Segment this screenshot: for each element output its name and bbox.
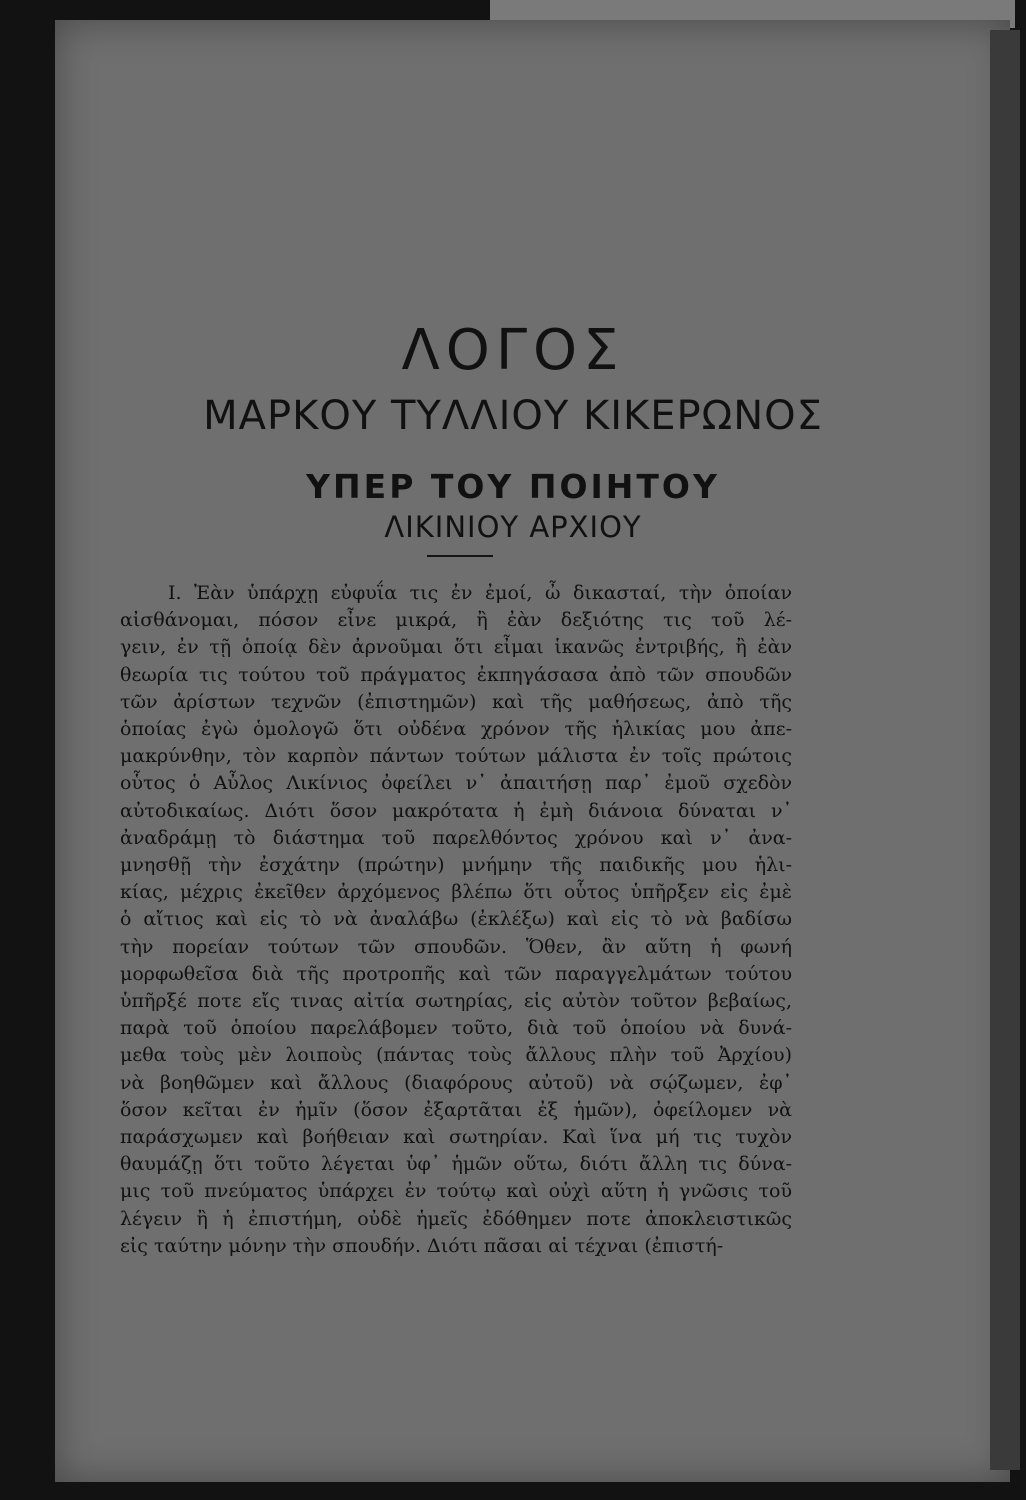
body-line: αἰσθάνομαι, πόσον εἶνε μικρά, ἢ ἐὰν δεξιότης τις τοῦ λέ-	[120, 609, 792, 632]
title-logos: ΛΟΓΟΣ	[401, 318, 625, 383]
body-line: ἀναδράμῃ τὸ διάστημα τοῦ παρελθόντος χρόνου καὶ ν᾽ ἀνα-	[120, 826, 792, 849]
body-line: μεθα τοὺς μὲν λοιποὺς (πάντας τοὺς ἄλλους πλὴν τοῦ Ἀρχίου)	[120, 1044, 792, 1067]
body-line: λέγειν ἢ ἡ ἐπιστήμη, οὐδὲ ἡμεῖς ἐδόθημεν ποτε ἀποκλειστικῶς	[120, 1207, 792, 1230]
body-line: ὁποίας ἐγὼ ὁμολογῶ ὅτι οὐδένα χρόνον τῆς ἡλικίας μου ἀπε-	[120, 718, 792, 741]
body-line: ὁ αἴτιος καὶ εἰς τὸ νὰ ἀναλάβω (ἐκλέξω) καὶ εἰς τὸ νὰ βαδίσω	[120, 908, 792, 931]
body-line: παρὰ τοῦ ὁποίου παρελάβομεν τοῦτο, διὰ τοῦ ὁποίου νὰ δυνά-	[120, 1017, 792, 1040]
body-line: τῶν ἀρίστων τεχνῶν (ἐπιστημῶν) καὶ τῆς μαθήσεως, ἀπὸ τῆς	[120, 690, 792, 713]
body-line: νὰ βοηθῶμεν καὶ ἄλλους (διαφόρους αὐτοῦ) νὰ σῴζωμεν, ἐφ᾽	[120, 1071, 792, 1094]
body-line: θαυμάζῃ ὅτι τοῦτο λέγεται ὑφ᾽ ἡμῶν οὕτω, διότι ἄλλη τις δύνα-	[120, 1153, 792, 1176]
body-paragraph	[120, 580, 792, 1260]
body-line: θεωρία τις τούτου τοῦ πράγματος ἐκπηγάσασα ἀπὸ τῶν σπουδῶν	[120, 663, 792, 686]
body-line: τὴν πορείαν τούτων τῶν σπουδῶν. Ὅθεν, ἂν αὕτη ἡ φωνή	[120, 935, 792, 958]
title-rule	[427, 555, 493, 557]
body-line: μις τοῦ πνεύματος ὑπάρχει ἐν τούτῳ καὶ οὐχὶ αὕτη ἡ γνῶσις τοῦ	[120, 1180, 792, 1203]
body-line: αὐτοδικαίως. Διότι ὅσον μακρότατα ἡ ἐμὴ διάνοια δύναται ν᾽	[120, 799, 792, 822]
body-line: εἰς ταύτην μόνην τὴν σπουδήν. Διότι πᾶσαι αἱ τέχναι (ἐπιστή-	[120, 1234, 724, 1257]
title-subject: ΥΠΕΡ ΤΟΥ ΠΟΙΗΤΟΥ	[306, 467, 720, 506]
body-line: ὑπῆρξέ ποτε εἴς τινας αἰτία σωτηρίας, εἰς αὐτὸν τοῦτον βεβαίως,	[120, 990, 792, 1013]
body-line: μνησθῇ τὴν ἐσχάτην (πρώτην) μνήμην τῆς παιδικῆς μου ἡλι-	[120, 854, 792, 877]
body-line: μορφωθεῖσα διὰ τῆς προτροπῆς καὶ τῶν παραγγελμάτων τούτου	[120, 962, 792, 985]
title-name: ΛΙΚΙΝΙΟΥ ΑΡΧΙΟΥ	[384, 510, 642, 544]
body-line: γειν, ἐν τῇ ὁποίᾳ δὲν ἀρνοῦμαι ὅτι εἶμαι ἱκανῶς ἐντριβής, ἢ ἐὰν	[120, 636, 792, 659]
title-author: ΜΑΡΚΟΥ ΤΥΛΛΙΟΥ ΚΙΚΕΡΩΝΟΣ	[203, 393, 823, 439]
body-line: ὅσον κεῖται ἐν ἡμῖν (ὅσον ἐξαρτᾶται ἐξ ἡμῶν), ὀφείλομεν νὰ	[120, 1098, 792, 1121]
page-right-edge	[990, 30, 1020, 1470]
body-line: Ι. Ἐὰν ὑπάρχῃ εὐφυΐα τις ἐν ἐμοί, ὦ δικασταί, τὴν ὁποίαν	[168, 582, 792, 604]
body-line: οὗτος ὁ Αὖλος Λικίνιος ὀφείλει ν᾽ ἀπαιτήσῃ παρ᾽ ἐμοῦ σχεδὸν	[120, 772, 792, 795]
body-line: κίας, μέχρις ἐκεῖθεν ἀρχόμενος βλέπω ὅτι οὗτος ὑπῆρξεν εἰς ἐμὲ	[120, 881, 792, 904]
body-line: μακρύνθην, τὸν καρπὸν πάντων τούτων μάλιστα ἐν τοῖς πρώτοις	[120, 745, 792, 768]
body-line: παράσχωμεν καὶ βοήθειαν καὶ σωτηρίαν. Καὶ ἵνα μή τις τυχὸν	[120, 1126, 792, 1149]
